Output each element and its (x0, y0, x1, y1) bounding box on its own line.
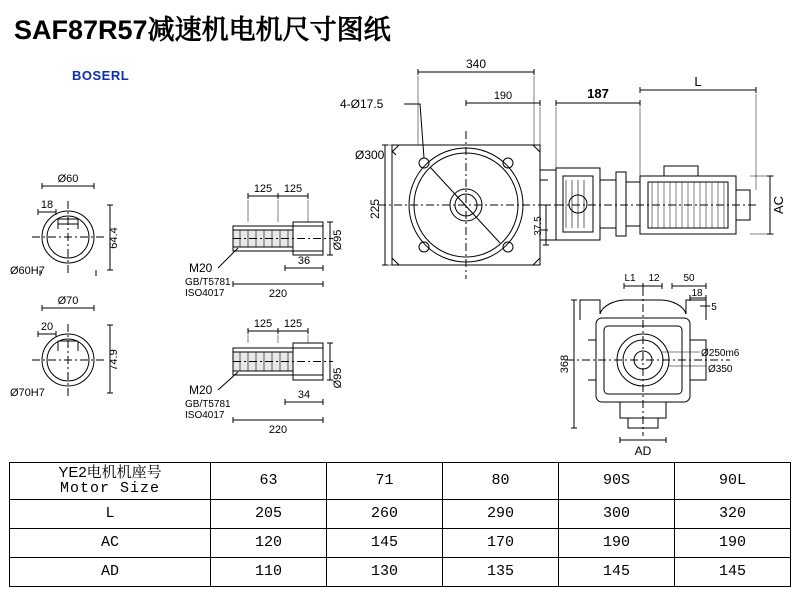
dim-L: L (694, 74, 702, 89)
table-cell: 130 (327, 557, 443, 586)
table-cell: 145 (327, 528, 443, 557)
shaft-bottom-key-height: 74.9 (108, 349, 120, 371)
shaft-top-end-view (32, 183, 113, 276)
dim-AD: AD (634, 444, 652, 458)
shaft-top-shoulder: 36 (297, 255, 311, 267)
dim-bore-350: Ø350 (708, 364, 733, 375)
table-header-label-cn: YE2电机机座号 (58, 464, 162, 481)
dim-5: 5 (711, 302, 717, 313)
shaft-bottom-side-view (218, 328, 333, 423)
shaft-bottom-bore-fit: Ø70H7 (10, 387, 45, 399)
dim-flange-circle: Ø300 (355, 148, 385, 162)
shaft-bottom-od: Ø70 (57, 295, 79, 307)
table-col-header: 63 (211, 463, 327, 500)
table-row (10, 499, 791, 528)
shaft-bottom-shoulder: 34 (297, 389, 311, 401)
brand-logo: BOSERL (72, 68, 130, 83)
shaft-bottom-len-a: 125 (253, 318, 273, 330)
shaft-top-std1: GB/T5781 (185, 277, 231, 288)
dim-holes: 4-Ø17.5 (340, 97, 384, 111)
table-cell: 190 (675, 528, 791, 557)
dim-bore-250: Ø250m6 (701, 348, 740, 359)
shaft-top-total: 220 (268, 288, 288, 300)
table-cell: 300 (559, 499, 675, 528)
dim-340: 340 (465, 57, 487, 71)
table-cell: 205 (211, 499, 327, 528)
shaft-bottom-total: 220 (268, 424, 288, 436)
dim-L1: L1 (624, 273, 636, 284)
table-col-header: 71 (327, 463, 443, 500)
table-row (10, 557, 791, 586)
dim-AC: AC (771, 195, 786, 215)
table-cell: 170 (443, 528, 559, 557)
shaft-top-len-a: 125 (253, 183, 273, 195)
table-cell: 290 (443, 499, 559, 528)
shaft-bottom-flange-dia: Ø95 (332, 367, 344, 389)
motor-size-table (9, 462, 791, 587)
table-cell: 190 (559, 528, 675, 557)
table-col-header: 80 (443, 463, 559, 500)
row-label: AD (10, 557, 211, 586)
table-col-header: 90S (559, 463, 675, 500)
row-label: L (10, 499, 211, 528)
table-cell: 110 (211, 557, 327, 586)
table-header-label-en: Motor Size (59, 479, 160, 497)
table-header-row (10, 463, 791, 500)
shaft-bottom-len-b: 125 (283, 318, 303, 330)
dim-50: 50 (683, 273, 695, 284)
table-row (10, 528, 791, 557)
dim-37-5: 37.5 (533, 216, 544, 236)
shaft-top-bore-fit: Ø60H7 (10, 265, 45, 277)
row-label: AC (10, 528, 211, 557)
shaft-bottom-std2: ISO4017 (185, 410, 225, 421)
shaft-top-side-view (218, 193, 333, 287)
shaft-bottom-thread: M20 (189, 383, 213, 397)
dim-190: 190 (493, 90, 513, 102)
shaft-top-len-b: 125 (283, 183, 303, 195)
table-col-header: 90L (675, 463, 791, 500)
dim-225: 225 (368, 198, 382, 220)
shaft-top-key-width: 18 (40, 199, 54, 211)
motor-side-view (556, 166, 774, 240)
table-cell: 145 (675, 557, 791, 586)
table-cell: 260 (327, 499, 443, 528)
mounting-face-view (566, 283, 730, 443)
table-cell: 320 (675, 499, 791, 528)
gearbox-front-view (378, 131, 556, 279)
shaft-top-od: Ø60 (57, 173, 79, 185)
dim-12: 12 (648, 273, 660, 284)
shaft-bottom-end-view (32, 305, 113, 396)
table-cell: 120 (211, 528, 327, 557)
dim-368: 368 (559, 354, 571, 374)
table-cell: 145 (559, 557, 675, 586)
shaft-top-flange-dia: Ø95 (332, 229, 344, 251)
shaft-bottom-std1: GB/T5781 (185, 399, 231, 410)
shaft-top-thread: M20 (189, 261, 213, 275)
shaft-top-std2: ISO4017 (185, 288, 225, 299)
shaft-top-key-height: 64.4 (108, 227, 120, 249)
page-title: SAF87R57减速机电机尺寸图纸 (14, 15, 391, 45)
dim-18: 18 (691, 288, 703, 299)
table-header-label (10, 463, 211, 500)
dim-187: 187 (587, 86, 609, 101)
table-cell: 135 (443, 557, 559, 586)
shaft-bottom-key-width: 20 (40, 321, 54, 333)
